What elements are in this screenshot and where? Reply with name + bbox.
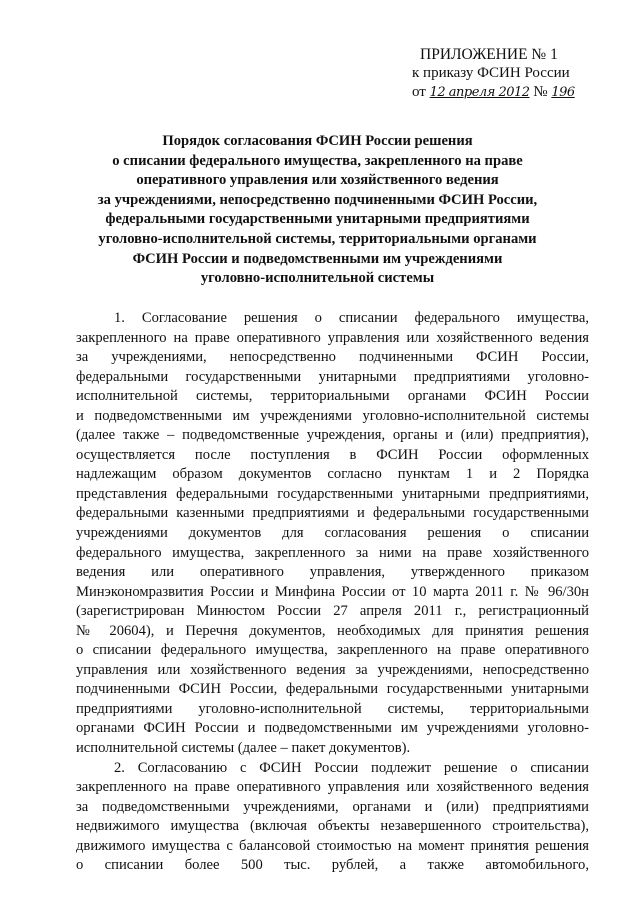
paragraph-line: управления или хозяйственного ведения за учреждениями, непосредственно bbox=[76, 661, 589, 678]
paragraph-2 bbox=[76, 759, 589, 876]
paragraph-line: федеральными казенными предприятиями и федеральными государственными bbox=[76, 505, 589, 522]
paragraph-line: движимого имущества с балансовой стоимостью на момент принятия решения bbox=[76, 837, 589, 854]
handwritten-number: 196 bbox=[551, 85, 575, 100]
appendix-order-reference: к приказу ФСИН России bbox=[412, 65, 570, 81]
title-line: Порядок согласования ФСИН России решения bbox=[162, 133, 473, 149]
paragraph-line: Минэкономразвития России и Минфина России от 10 марта 2011 г. № 96/30н bbox=[76, 583, 589, 600]
paragraph-line: (далее также – подведомственные учреждения, органы и (или) предприятия), bbox=[76, 427, 589, 444]
paragraph-line: и подведомственными им учреждениями уголовно-исполнительной системы bbox=[76, 407, 589, 424]
paragraph-line: осуществляется после поступления в ФСИН России оформленных bbox=[76, 446, 589, 463]
title-line: уголовно-исполнительной системы, территориальными органами bbox=[98, 230, 537, 247]
document-body bbox=[76, 309, 589, 876]
paragraph-line: надлежащим образом документов согласно пунктам 1 и 2 Порядка bbox=[76, 466, 589, 483]
paragraph-line: ведения или оперативного управления, утвержденного приказом bbox=[76, 564, 589, 581]
paragraph-line: за подведомственными учреждениями, органами и (или) предприятиями bbox=[76, 798, 589, 815]
appendix-header bbox=[412, 45, 612, 102]
paragraph-line: федерального имущества, закрепленного за ними на праве хозяйственного bbox=[76, 544, 589, 561]
paragraph-line: № 20604), и Перечня документов, необходимых для принятия решения bbox=[76, 622, 589, 639]
paragraph-line: 1. Согласование решения о списании федерального имущества, bbox=[114, 310, 589, 326]
paragraph-line: подчиненными ФСИН России, федеральными государственными унитарными bbox=[76, 681, 589, 698]
date-prefix: от bbox=[412, 84, 426, 100]
paragraph-line: о списании более 500 тыс. рублей, а также автомобильного, bbox=[76, 857, 589, 874]
title-line: уголовно-исполнительной системы bbox=[200, 270, 435, 287]
paragraph-line: учреждениями документов для согласования решения о списании bbox=[76, 525, 589, 542]
paragraph-line: за учреждениями, непосредственно подчиненными ФСИН России, bbox=[76, 349, 589, 366]
paragraph-line: закрепленного на праве оперативного управления или хозяйственного ведения bbox=[76, 779, 589, 796]
paragraph-1 bbox=[76, 309, 589, 759]
paragraph-line: представления федеральными государственными унитарными предприятиями, bbox=[76, 485, 589, 502]
document-title bbox=[60, 132, 575, 289]
paragraph-line: (зарегистрирован Минюстом России 27 апреля 2011 г., регистрационный bbox=[76, 603, 589, 620]
number-label: № bbox=[533, 84, 548, 100]
paragraph-line: предприятиями уголовно-исполнительной системы, территориальными bbox=[76, 700, 589, 717]
title-line: за учреждениями, непосредственно подчиненными ФСИН России, bbox=[97, 191, 538, 208]
appendix-title: ПРИЛОЖЕНИЕ № 1 bbox=[420, 46, 558, 63]
paragraph-line: федеральными государственными унитарными предприятиями уголовно- bbox=[76, 368, 589, 385]
paragraph-line: исполнительной системы, территориальными органами ФСИН России bbox=[76, 388, 589, 405]
paragraph-line: 2. Согласованию с ФСИН России подлежит решение о списании bbox=[114, 759, 589, 776]
appendix-date-line bbox=[412, 83, 612, 102]
paragraph-line: о списании федерального имущества, закрепленного на праве оперативного bbox=[76, 642, 589, 659]
paragraph-line: исполнительной системы (далее – пакет документов). bbox=[76, 740, 411, 757]
title-line: оперативного управления или хозяйственного ведения bbox=[136, 172, 499, 189]
paragraph-line: закрепленного на праве оперативного управления или хозяйственного ведения bbox=[76, 329, 589, 346]
title-line: федеральными государственными унитарными предприятиями bbox=[105, 211, 530, 228]
title-line: о списании федерального имущества, закрепленного на праве bbox=[112, 152, 523, 169]
title-line: ФСИН России и подведомственными им учреждениями bbox=[132, 250, 503, 267]
paragraph-line: органами ФСИН России и подведомственными им учреждениями уголовно- bbox=[76, 720, 589, 737]
handwritten-date: 12 апреля 2012 bbox=[429, 85, 530, 100]
paragraph-line: недвижимого имущества (включая объекты незавершенного строительства), bbox=[76, 818, 589, 835]
